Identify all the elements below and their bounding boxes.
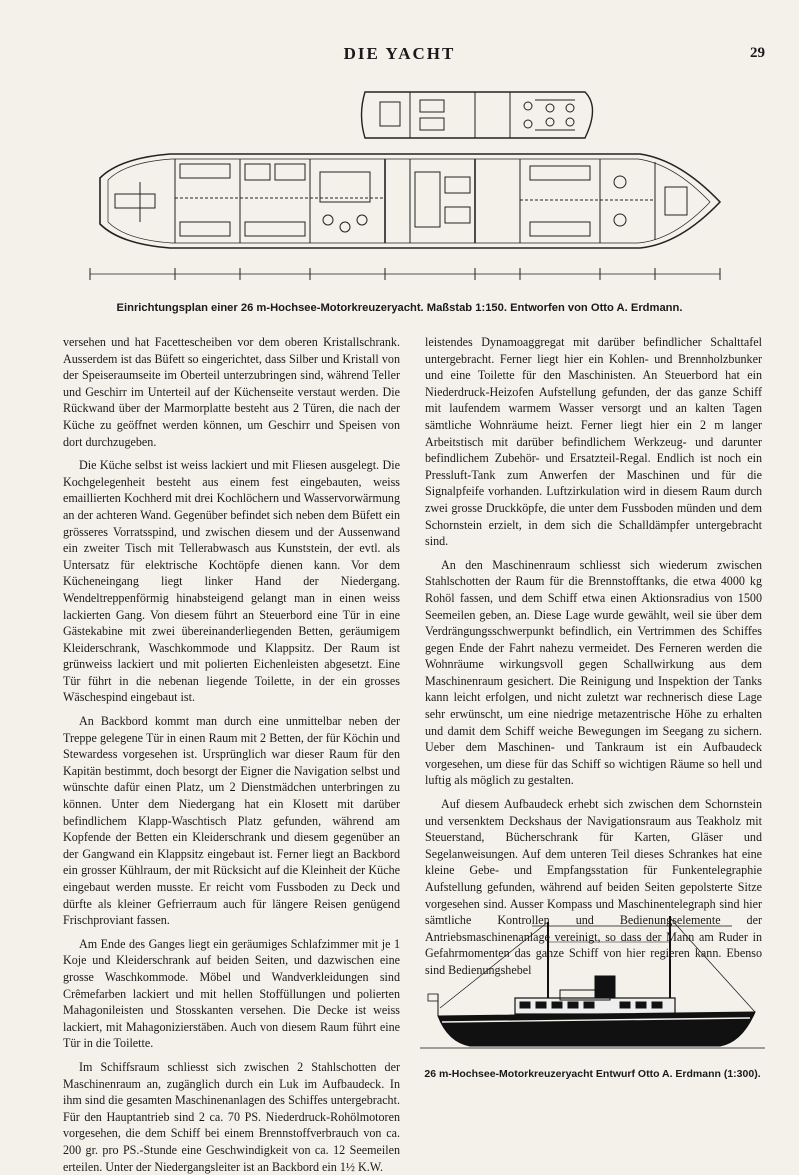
paragraph: versehen und hat Facettescheiben vor dem oberen Kristallschrank. Ausserdem ist das Büfett so eingerichtet, dass Silber und Kristall von der Speiseraumseite im Oberteil unterzubringen sind, während Teller und Geschirr im Unterteil auf der Küchenseite verstaut werden. Die Rückwand über der Marmorplatte besteht aus 2 Türen, die nach der Küche zu geöffnet werden können, um Geschirr und Speisen von dort durchzugeben. — [63, 335, 400, 449]
yacht-figure-caption: 26 m-Hochsee-Motorkreuzeryacht Entwurf Otto A. Erdmann (1:300). — [424, 1068, 761, 1080]
paragraph: An Backbord kommt man durch eine unmittelbar neben der Treppe gelegene Tür in einen Raum mit 2 Betten, der für Köchin und Stewardess vorgesehen ist. Ursprünglich war dieser Raum für den Kapitän bestimmt, doch besorgt der Eigner die Navigation selbst und wünschte dafür einen Platz, um 2 Dienstmädchen unterbringen zu können. Unter dem Niedergang hat ein Klosett mit darüber befindlichem Klapp-Waschtisch Platz gefunden, während am Kopfende der Betten ein Kleiderschrank und diesem gegenüber an der Gangwand ein Klappsitz eingebaut ist. Ferner liegt an Backbord ein grosser Kühlraum, der mit Rücksicht auf die Kleinheit der Küche eingebaut werden musste. Er reicht vom Fussboden zu Deck und dürfte als kleiner Gefrierraum auch für längere Reisen genügend Frischproviant fassen. — [63, 714, 400, 928]
page-number: 29 — [750, 45, 765, 61]
paragraph: Die Küche selbst ist weiss lackiert und mit Fliesen ausgelegt. Die Kochgelegenheit besteht aus einem fest eingebauten, weiss emaillierten Kochherd mit drei Kochlöchern und Wasservorwärmung an der achteren Wand. Gegenüber befindet sich neben dem Büfett ein grösseres Vorratsspind, und zwischen diesem und der Aussenwand ein zweiter Tisch mit Tellerabwasch aus Kunststein, der evtl. als Untersatz für elektrische Kochtöpfe dienen kann. Vor dem Kücheneingang liegt linker Hand der Niedergang. Wendeltreppenförmig hinabsteigend gelangt man in einen weiss lackierten Gang. Von diesem führt an Steuerbord eine Tür in eine Gästekabine mit zwei übereinanderliegenden Betten, geräumigem Kleiderschrank, Waschkommode und Klappsitz. Der Raum ist grünweiss lackiert und mit polierten Eichenleisten abgesetzt. Eine Tür führt in die nebenan liegende Toilette, in der ein grosses Wäschespind eingebaut ist. — [63, 458, 400, 705]
paragraph: Auf diesem Aufbaudeck erhebt sich zwischen dem Schornstein und versenktem Deckshaus der Navigationsraum aus Teakholz mit Steuerstand, Bücherschrank für Karten, Gläser und Segelanweisungen. Auf dem unteren Teil dieses Schrankes hat eine kleine Gebe- und Empfangsstation für Funkentelegraphie Aufstellung gefunden, während auf beiden Seiten gepolsterte Sitze vorgesehen sind. Ausser Kompass und Maschinentelegraph sind hier sämtliche Kontrollen und Bedienungselemente der Antriebsmaschinenanlage vereinigt, so dass der Mann am Ruder in Gefahrmomenten das ganze Schiff von hier regieren kann. Ebenso sind Bedienungshebel — [425, 797, 762, 977]
deck-plan-drawing — [80, 82, 732, 282]
left-text-column — [63, 334, 400, 1174]
paragraph: Im Schiffsraum schliesst sich zwischen 2 Stahlschotten der Maschinenraum an, zugänglich durch ein Luk im Aufbaudeck. In ihm sind die gesamten Maschinenanlagen des Schiffes untergebracht. Für den Hauptantrieb sind 2 ca. 70 PS. Niederdruck-Rohölmotoren vorgesehen, die dem Schiff bei einem Brennstoffverbrauch von ca. 200 gr. pro PS.-Stunde eine Geschwindigkeit von ca. 12 Seemeilen erteilen. Unter der Niedergangsleiter ist an Backbord ein 1½ K.W. — [63, 1059, 400, 1174]
paragraph: leistendes Dynamoaggregat mit darüber befindlicher Schalttafel untergebracht. Ferner liegt hier ein Kohlen- und Brennholzbunker und eine Toilette für den Maschinisten. An Steuerbord hat ein Niederdruck-Heizofen Aufstellung gefunden, der das ganze Schiff mit laufendem warmem Wasser versorgt und an kalten Tagen sämtliche Wohnräume heizt. Ferner liegt hier ein 2 m langer Arbeitstisch mit darüber befindlichem Werkzeug- und darunter befindlichem Zubehör- und Ersatzteil-Regal. Endlich ist noch ein Pressluft-Tank zum Anwerfen der Maschinen und für die Signalpfeife vorhanden. Luftzirkulation wird in diesem Raum durch zwei grosse Druckköpfe, die unter dem Fussboden münden und dem Schornstein erzielt, in dem sich die Schalldämpfer untergebracht sind. — [425, 335, 762, 549]
yacht-elevation-drawing — [420, 912, 765, 1062]
plan-caption: Einrichtungsplan einer 26 m-Hochsee-Motorkreuzeryacht. Maßstab 1:150. Entworfen von Otto A. Erdmann. — [116, 302, 683, 314]
paragraph: Am Ende des Ganges liegt ein geräumiges Schlafzimmer mit je 1 Koje und Kleiderschrank auf beiden Seiten, und dazwischen eine grosse Waschkommode. Möbel und Wandverkleidungen sind Crêmefarben lackiert und mit hellen Stoffüllungen und polierten Mahagonileisten und Stosskanten versehen. Die Decke ist weiss lackiert, mit Mahagonizierstäben. Auch von diesem Raum führt eine Tür in die Toilette. — [63, 936, 400, 1051]
right-text-column — [425, 334, 762, 977]
paragraph: An den Maschinenraum schliesst sich wiederum zwischen Stahlschotten der Raum für die Brennstofftanks, die etwa 4000 kg Rohöl fassen, und dem Schiff etwa einen Aktionsradius von 1500 Seemeilen geben, an. Diese Lage wurde gewählt, weil sie über dem Verdrängungsschwerpunkt befindlich, ein Vertrimmen des Schiffes gegen Ende der Fahrt nahezu vermeidet. Des Ferneren werden die Wohnräume wirkungsvoll gegen Schallwirkung aus dem Maschinenraum gesichert. Die Reinigung und Inspektion der Tanks kann leicht erfolgen, und nicht zuletzt war rechnerisch diese Lage sehr erwünscht, um eine niedrige metazentrische Höhe zu erhalten und damit dem Schiff weiche Bewegungen im Seegang zu sichern. Ueber dem Maschinen- und Tankraum ist ein Aufbaudeck vorgesehen, um diese für das Schiff so wichtigen Räume so hell und luftig als möglich zu gestalten. — [425, 557, 762, 788]
running-header: DIE YACHT — [343, 44, 456, 63]
